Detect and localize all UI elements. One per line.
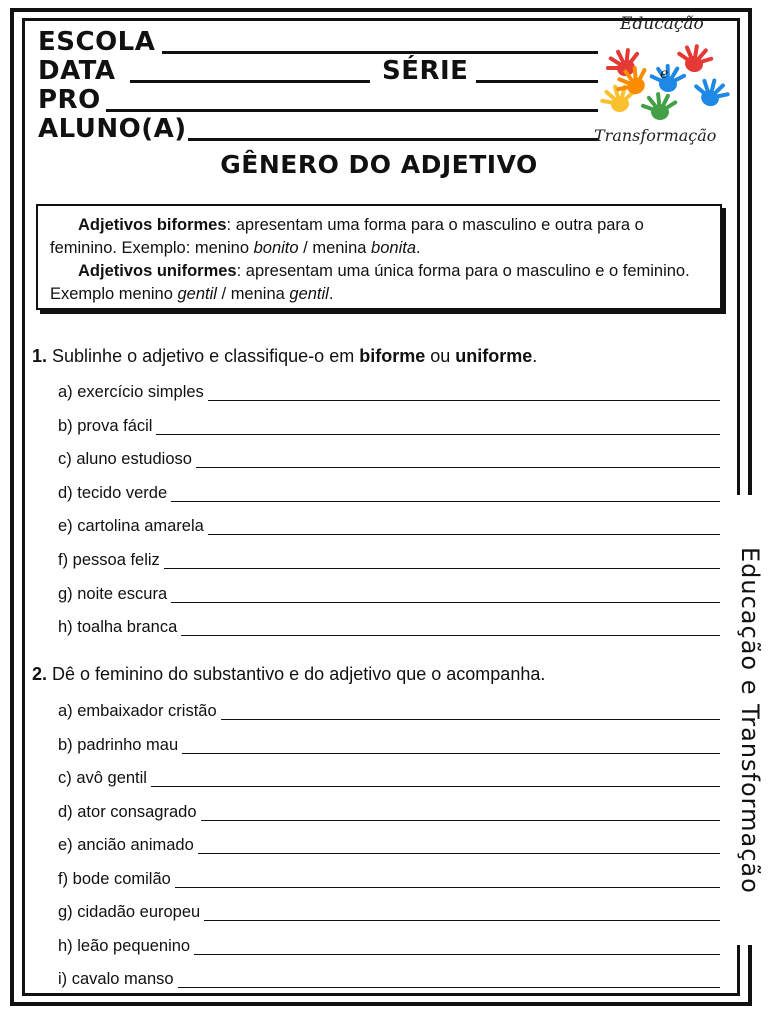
answer-item <box>58 616 720 638</box>
answer-item <box>58 968 720 990</box>
item-label: f) bode comilão <box>58 868 175 890</box>
uniformes-definition <box>50 260 708 306</box>
hand-print <box>689 72 734 111</box>
item-label: g) cidadão europeu <box>58 901 204 923</box>
question-2-text: Dê o feminino do substantivo e do adjetivo que o acompanha. <box>47 664 546 684</box>
item-label: a) exercício simples <box>58 381 208 403</box>
answer-line[interactable] <box>58 434 720 435</box>
logo-text-top: Educação <box>620 14 704 34</box>
item-label: e) cartolina amarela <box>58 515 208 537</box>
data-row <box>38 57 598 86</box>
hand-print <box>673 42 716 76</box>
answer-item <box>58 700 720 722</box>
answer-item <box>58 381 720 403</box>
uniformes-mid: / menina <box>216 285 290 303</box>
answer-item <box>58 767 720 789</box>
answer-item <box>58 415 720 437</box>
aluno-line <box>188 138 598 141</box>
answer-item <box>58 448 720 470</box>
escola-line <box>162 51 598 54</box>
question-1-bold-2: uniforme <box>455 346 533 366</box>
hands-logo-icon <box>598 42 736 126</box>
biformes-mid: / menina <box>298 239 372 257</box>
answer-item <box>58 583 720 605</box>
escola-row <box>38 28 598 57</box>
answer-line[interactable] <box>58 786 720 787</box>
pro-line <box>106 109 598 112</box>
item-label: b) padrinho mau <box>58 734 182 756</box>
item-label: c) aluno estudioso <box>58 448 196 470</box>
logo-text-bottom: Transformação <box>594 126 717 145</box>
biformes-example-2: bonita <box>371 239 417 257</box>
uniformes-example-2: gentil <box>289 285 329 303</box>
answer-item <box>58 515 720 537</box>
item-label: d) tecido verde <box>58 482 171 504</box>
answer-item <box>58 801 720 823</box>
question-2-heading <box>32 664 545 685</box>
item-label: d) ator consagrado <box>58 801 201 823</box>
hand-print <box>641 92 678 120</box>
escola-label: ESCOLA <box>38 27 156 57</box>
item-label: c) avô gentil <box>58 767 151 789</box>
biformes-example-1: bonito <box>253 239 299 257</box>
aluno-row <box>38 115 598 144</box>
pro-label: PRO <box>38 85 101 115</box>
uniformes-example-1: gentil <box>177 285 217 303</box>
logo-text-mid: e <box>660 66 669 82</box>
question-2-number: 2. <box>32 664 48 684</box>
item-label: h) toalha branca <box>58 616 181 638</box>
uniformes-end: . <box>328 285 334 303</box>
uniformes-text: : apresentam uma única forma para o masculino e o feminino. Exemplo menino <box>50 262 690 303</box>
item-label: a) embaixador cristão <box>58 700 221 722</box>
biformes-text: : apresentam uma forma para o masculino e outra para o feminino. Exemplo: menino <box>50 216 644 257</box>
answer-item <box>58 935 720 957</box>
answer-item <box>58 734 720 756</box>
question-1-text-3: . <box>532 346 538 366</box>
page-title: GÊNERO DO ADJETIVO <box>220 150 538 179</box>
item-label: i) cavalo manso <box>58 968 178 990</box>
uniformes-term: Adjetivos uniformes <box>78 262 237 280</box>
item-label: g) noite escura <box>58 583 171 605</box>
data-line <box>130 80 370 83</box>
side-banner-text: Educação e Transformação <box>733 495 767 945</box>
answer-item <box>58 868 720 890</box>
question-1-bold-1: biforme <box>359 346 426 366</box>
biformes-end: . <box>416 239 421 257</box>
pro-row <box>38 86 598 115</box>
answer-item <box>58 901 720 923</box>
aluno-label: ALUNO(A) <box>38 114 187 144</box>
serie-line <box>476 80 598 83</box>
question-1-heading <box>32 346 537 367</box>
question-1-text-2: ou <box>425 346 456 366</box>
item-label: b) prova fácil <box>58 415 156 437</box>
answer-item <box>58 549 720 571</box>
item-label: f) pessoa feliz <box>58 549 164 571</box>
definition-box <box>36 204 722 310</box>
biformes-term: Adjetivos biformes <box>78 216 227 234</box>
item-label: e) ancião animado <box>58 834 198 856</box>
item-label: h) leão pequenino <box>58 935 194 957</box>
side-banner <box>733 495 767 945</box>
data-label: DATA <box>38 56 116 86</box>
logo <box>592 14 742 152</box>
answer-item <box>58 834 720 856</box>
header-fields <box>38 28 598 144</box>
serie-label: SÉRIE <box>382 56 469 86</box>
question-1-number: 1. <box>32 346 48 366</box>
question-1-text-1: Sublinhe o adjetivo e classifique-o em <box>47 346 360 366</box>
answer-item <box>58 482 720 504</box>
biformes-definition <box>50 214 708 260</box>
